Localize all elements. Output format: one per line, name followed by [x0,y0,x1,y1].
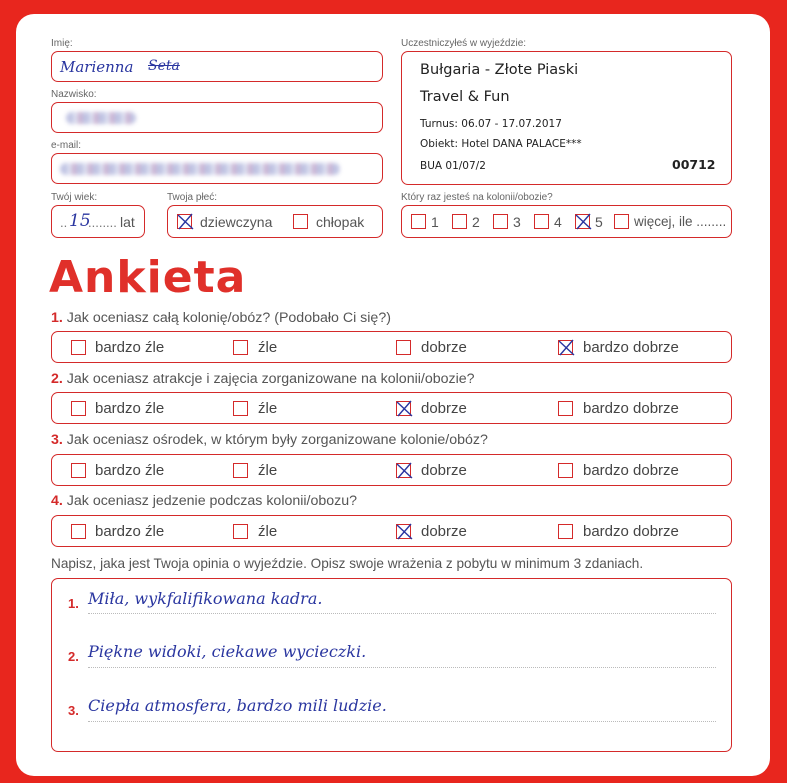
wiek-field[interactable] [51,205,145,238]
q2-option-bardzo-dobrze: bardzo dobrze [583,400,679,417]
q3-checkbox-dobrze[interactable] [396,463,411,478]
q2-checkbox-bardzo-dobrze[interactable] [558,401,573,416]
q2-option-zle: źle [258,400,278,417]
question-2: 2. Jak oceniasz atrakcje i zajęcia zorganizowane na kolonii/obozie? [51,371,475,387]
wiek-label: Twój wiek: [51,192,98,203]
q4-checkbox-zle[interactable] [233,524,248,539]
imie-value: Marienna [60,58,134,76]
question-2-options [51,392,732,424]
question-3-options [51,454,732,486]
q3-checkbox-zle[interactable] [233,463,248,478]
ktory-checkbox-1[interactable] [411,214,426,229]
q3-option-bardzo-dobrze: bardzo dobrze [583,462,679,479]
q1-option-bardzo-zle: bardzo źle [95,339,165,356]
question-1: 1. Jak oceniasz całą kolonię/obóz? (Podobało Ci się?) [51,310,391,326]
opinion-prompt: Napisz, jaka jest Twoja opinia o wyjeździe. Opisz swoje wrażenia z pobytu w minimum 3 zdaniach. [51,556,644,571]
q2-option-bardzo-zle: bardzo źle [95,400,165,417]
redacted-surname [66,112,136,124]
check-mark-icon [395,461,414,480]
wiek-dots-after: ........ [88,215,117,230]
opinion-line-1: Miła, wykfalifikowana kadra. [88,589,323,608]
ktory-option-2: 2 [472,214,480,230]
ktory-option-5: 5 [595,214,603,230]
q3-option-dobrze: dobrze [421,462,467,479]
check-mark-icon [557,338,576,357]
opinion-line-3: Ciepła atmosfera, bardzo mili ludzie. [88,696,387,715]
ktory-raz-label: Który raz jesteś na kolonii/obozie? [401,192,553,203]
ktory-option-4: 4 [554,214,562,230]
check-mark-icon [574,212,593,231]
ktory-option-3: 3 [513,214,521,230]
uczestnik-label: Uczestniczyłeś w wyjeździe: [401,38,527,49]
q3-checkbox-bardzo-dobrze[interactable] [558,463,573,478]
q4-option-bardzo-zle: bardzo źle [95,523,165,540]
opinion-line-3-rule [88,721,716,722]
check-mark-icon [176,212,195,231]
q1-checkbox-bardzo-zle[interactable] [71,340,86,355]
q4-checkbox-dobrze[interactable] [396,524,411,539]
imie-field[interactable] [51,51,383,82]
trip-obiekt: Obiekt: Hotel DANA PALACE*** [420,138,582,150]
ktory-option-1: 1 [431,214,439,230]
ktory-option-more: więcej, ile ........ [634,214,727,229]
trip-number: 00712 [672,157,716,172]
q4-option-dobrze: dobrze [421,523,467,540]
plec-checkbox-chlopak[interactable] [293,214,308,229]
email-label: e-mail: [51,140,82,151]
survey-title: Ankieta [49,252,247,303]
nazwisko-label: Nazwisko: [51,89,97,100]
question-1-options [51,331,732,363]
nazwisko-field[interactable] [51,102,383,133]
q4-option-zle: źle [258,523,278,540]
ktory-raz-field [401,205,732,238]
question-4: 4. Jak oceniasz jedzenie podczas kolonii/obozu? [51,493,358,509]
q3-option-bardzo-zle: bardzo źle [95,462,165,479]
plec-checkbox-dziewczyna[interactable] [177,214,192,229]
q2-option-dobrze: dobrze [421,400,467,417]
q4-checkbox-bardzo-zle[interactable] [71,524,86,539]
q2-checkbox-zle[interactable] [233,401,248,416]
ktory-checkbox-2[interactable] [452,214,467,229]
imie-label: Imię: [51,38,73,49]
plec-option-chlopak: chłopak [316,214,365,230]
q3-checkbox-bardzo-zle[interactable] [71,463,86,478]
trip-card [401,51,732,185]
q4-checkbox-bardzo-dobrze[interactable] [558,524,573,539]
opinion-line-1-rule [88,613,716,614]
q1-checkbox-zle[interactable] [233,340,248,355]
question-4-options [51,515,732,547]
check-mark-icon [395,522,414,541]
trip-code: BUA 01/07/2 [420,160,486,172]
ktory-checkbox-3[interactable] [493,214,508,229]
ktory-checkbox-more[interactable] [614,214,629,229]
check-mark-icon [395,399,414,418]
wiek-dots-before: .. [60,215,68,230]
q3-option-zle: źle [258,462,278,479]
q1-checkbox-bardzo-dobrze[interactable] [558,340,573,355]
q1-option-zle: źle [258,339,278,356]
question-3: 3. Jak oceniasz ośrodek, w którym były zorganizowane kolonie/obóz? [51,432,488,448]
q1-option-bardzo-dobrze: bardzo dobrze [583,339,679,356]
ktory-checkbox-5[interactable] [575,214,590,229]
trip-destination: Bułgaria - Złote Piaski [420,62,579,78]
trip-organizer: Travel & Fun [420,89,510,105]
q4-option-bardzo-dobrze: bardzo dobrze [583,523,679,540]
opinion-line-1-number: 1. [68,596,79,611]
redacted-email [60,163,340,175]
wiek-value: 15 [69,211,91,231]
trip-turnus: Turnus: 06.07 - 17.07.2017 [420,118,562,130]
plec-label: Twoja płeć: [167,192,218,203]
q1-option-dobrze: dobrze [421,339,467,356]
q2-checkbox-bardzo-zle[interactable] [71,401,86,416]
opinion-line-3-number: 3. [68,703,79,718]
q1-checkbox-dobrze[interactable] [396,340,411,355]
email-field[interactable] [51,153,383,184]
opinion-box[interactable] [51,578,732,752]
wiek-unit: lat [120,214,135,230]
plec-field [167,205,383,238]
imie-struck-value: Seta [148,58,180,74]
plec-option-dziewczyna: dziewczyna [200,214,273,230]
opinion-line-2: Piękne widoki, ciekawe wycieczki. [88,642,367,661]
ktory-checkbox-4[interactable] [534,214,549,229]
opinion-line-2-rule [88,667,716,668]
opinion-line-2-number: 2. [68,649,79,664]
q2-checkbox-dobrze[interactable] [396,401,411,416]
survey-sheet [16,14,770,776]
